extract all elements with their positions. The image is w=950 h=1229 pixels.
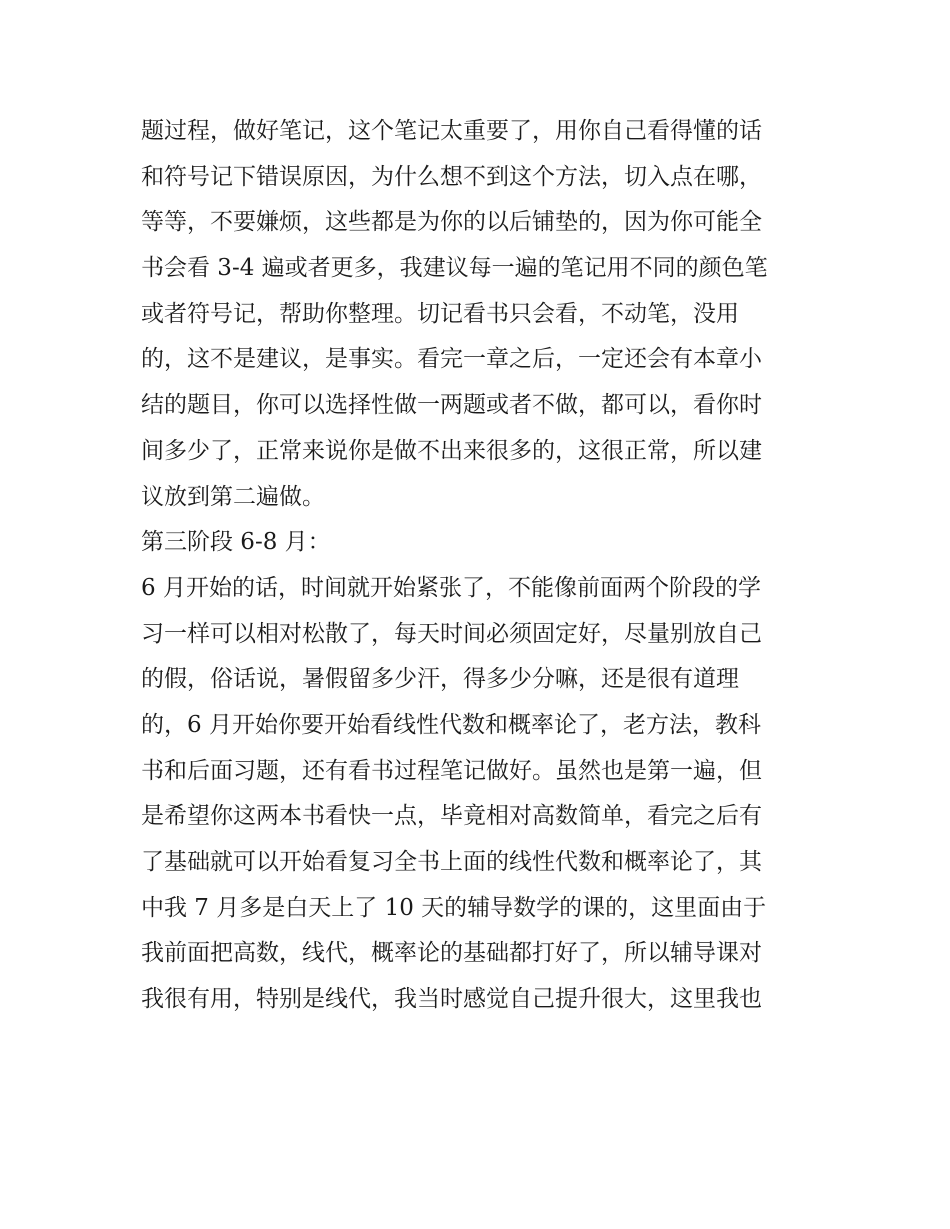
text-line: 我前面把高数，线代，概率论的基础都打好了，所以辅导课对 bbox=[141, 940, 762, 967]
text-line: 的，这不是建议，是事实。看完一章之后，一定还会有本章小 bbox=[141, 346, 762, 373]
text-line: 题过程，做好笔记，这个笔记太重要了，用你自己看得懂的话 bbox=[141, 118, 762, 144]
text-line: 的假，俗话说，暑假留多少汗，得多少分嘛，还是很有道理 bbox=[141, 666, 739, 693]
text-line: 我很有用，特别是线代，我当时感觉自己提升很大，这里我也 bbox=[141, 986, 762, 1013]
text-line: 6 月开始的话，时间就开始紧张了，不能像前面两个阶段的学 bbox=[141, 574, 761, 601]
text-line: 和符号记下错误原因，为什么想不到这个方法，切入点在哪， bbox=[141, 163, 762, 190]
text-line: 等等，不要嫌烦，这些都是为你的以后铺垫的，因为你可能全 bbox=[141, 209, 762, 236]
text-line: 是希望你这两本书看快一点，毕竟相对高数简单，看完之后有 bbox=[141, 803, 762, 830]
text-line: 或者符号记，帮助你整理。切记看书只会看，不动笔，没用 bbox=[141, 300, 739, 327]
text-line: 间多少了，正常来说你是做不出来很多的，这很正常，所以建 bbox=[141, 437, 762, 464]
section-heading: 第三阶段 6-8 月： bbox=[141, 529, 331, 556]
body-text bbox=[141, 109, 821, 1023]
text-line: 结的题目，你可以选择性做一两题或者不做，都可以，看你时 bbox=[141, 392, 762, 419]
text-line: 书和后面习题，还有看书过程笔记做好。虽然也是第一遍，但 bbox=[141, 757, 762, 784]
text-line: 中我 7 月多是白天上了 10 天的辅导数学的课的，这里面由于 bbox=[141, 894, 767, 921]
text-line: 书会看 3-4 遍或者更多，我建议每一遍的笔记用不同的颜色笔 bbox=[141, 255, 768, 282]
text-line: 了基础就可以开始看复习全书上面的线性代数和概率论了，其 bbox=[141, 849, 762, 875]
text-line: 的，6 月开始你要开始看线性代数和概率论了，老方法，教科 bbox=[141, 711, 761, 738]
text-line: 议放到第二遍做。 bbox=[141, 483, 325, 510]
text-line: 习一样可以相对松散了，每天时间必须固定好，尽量别放自己 bbox=[141, 620, 762, 647]
